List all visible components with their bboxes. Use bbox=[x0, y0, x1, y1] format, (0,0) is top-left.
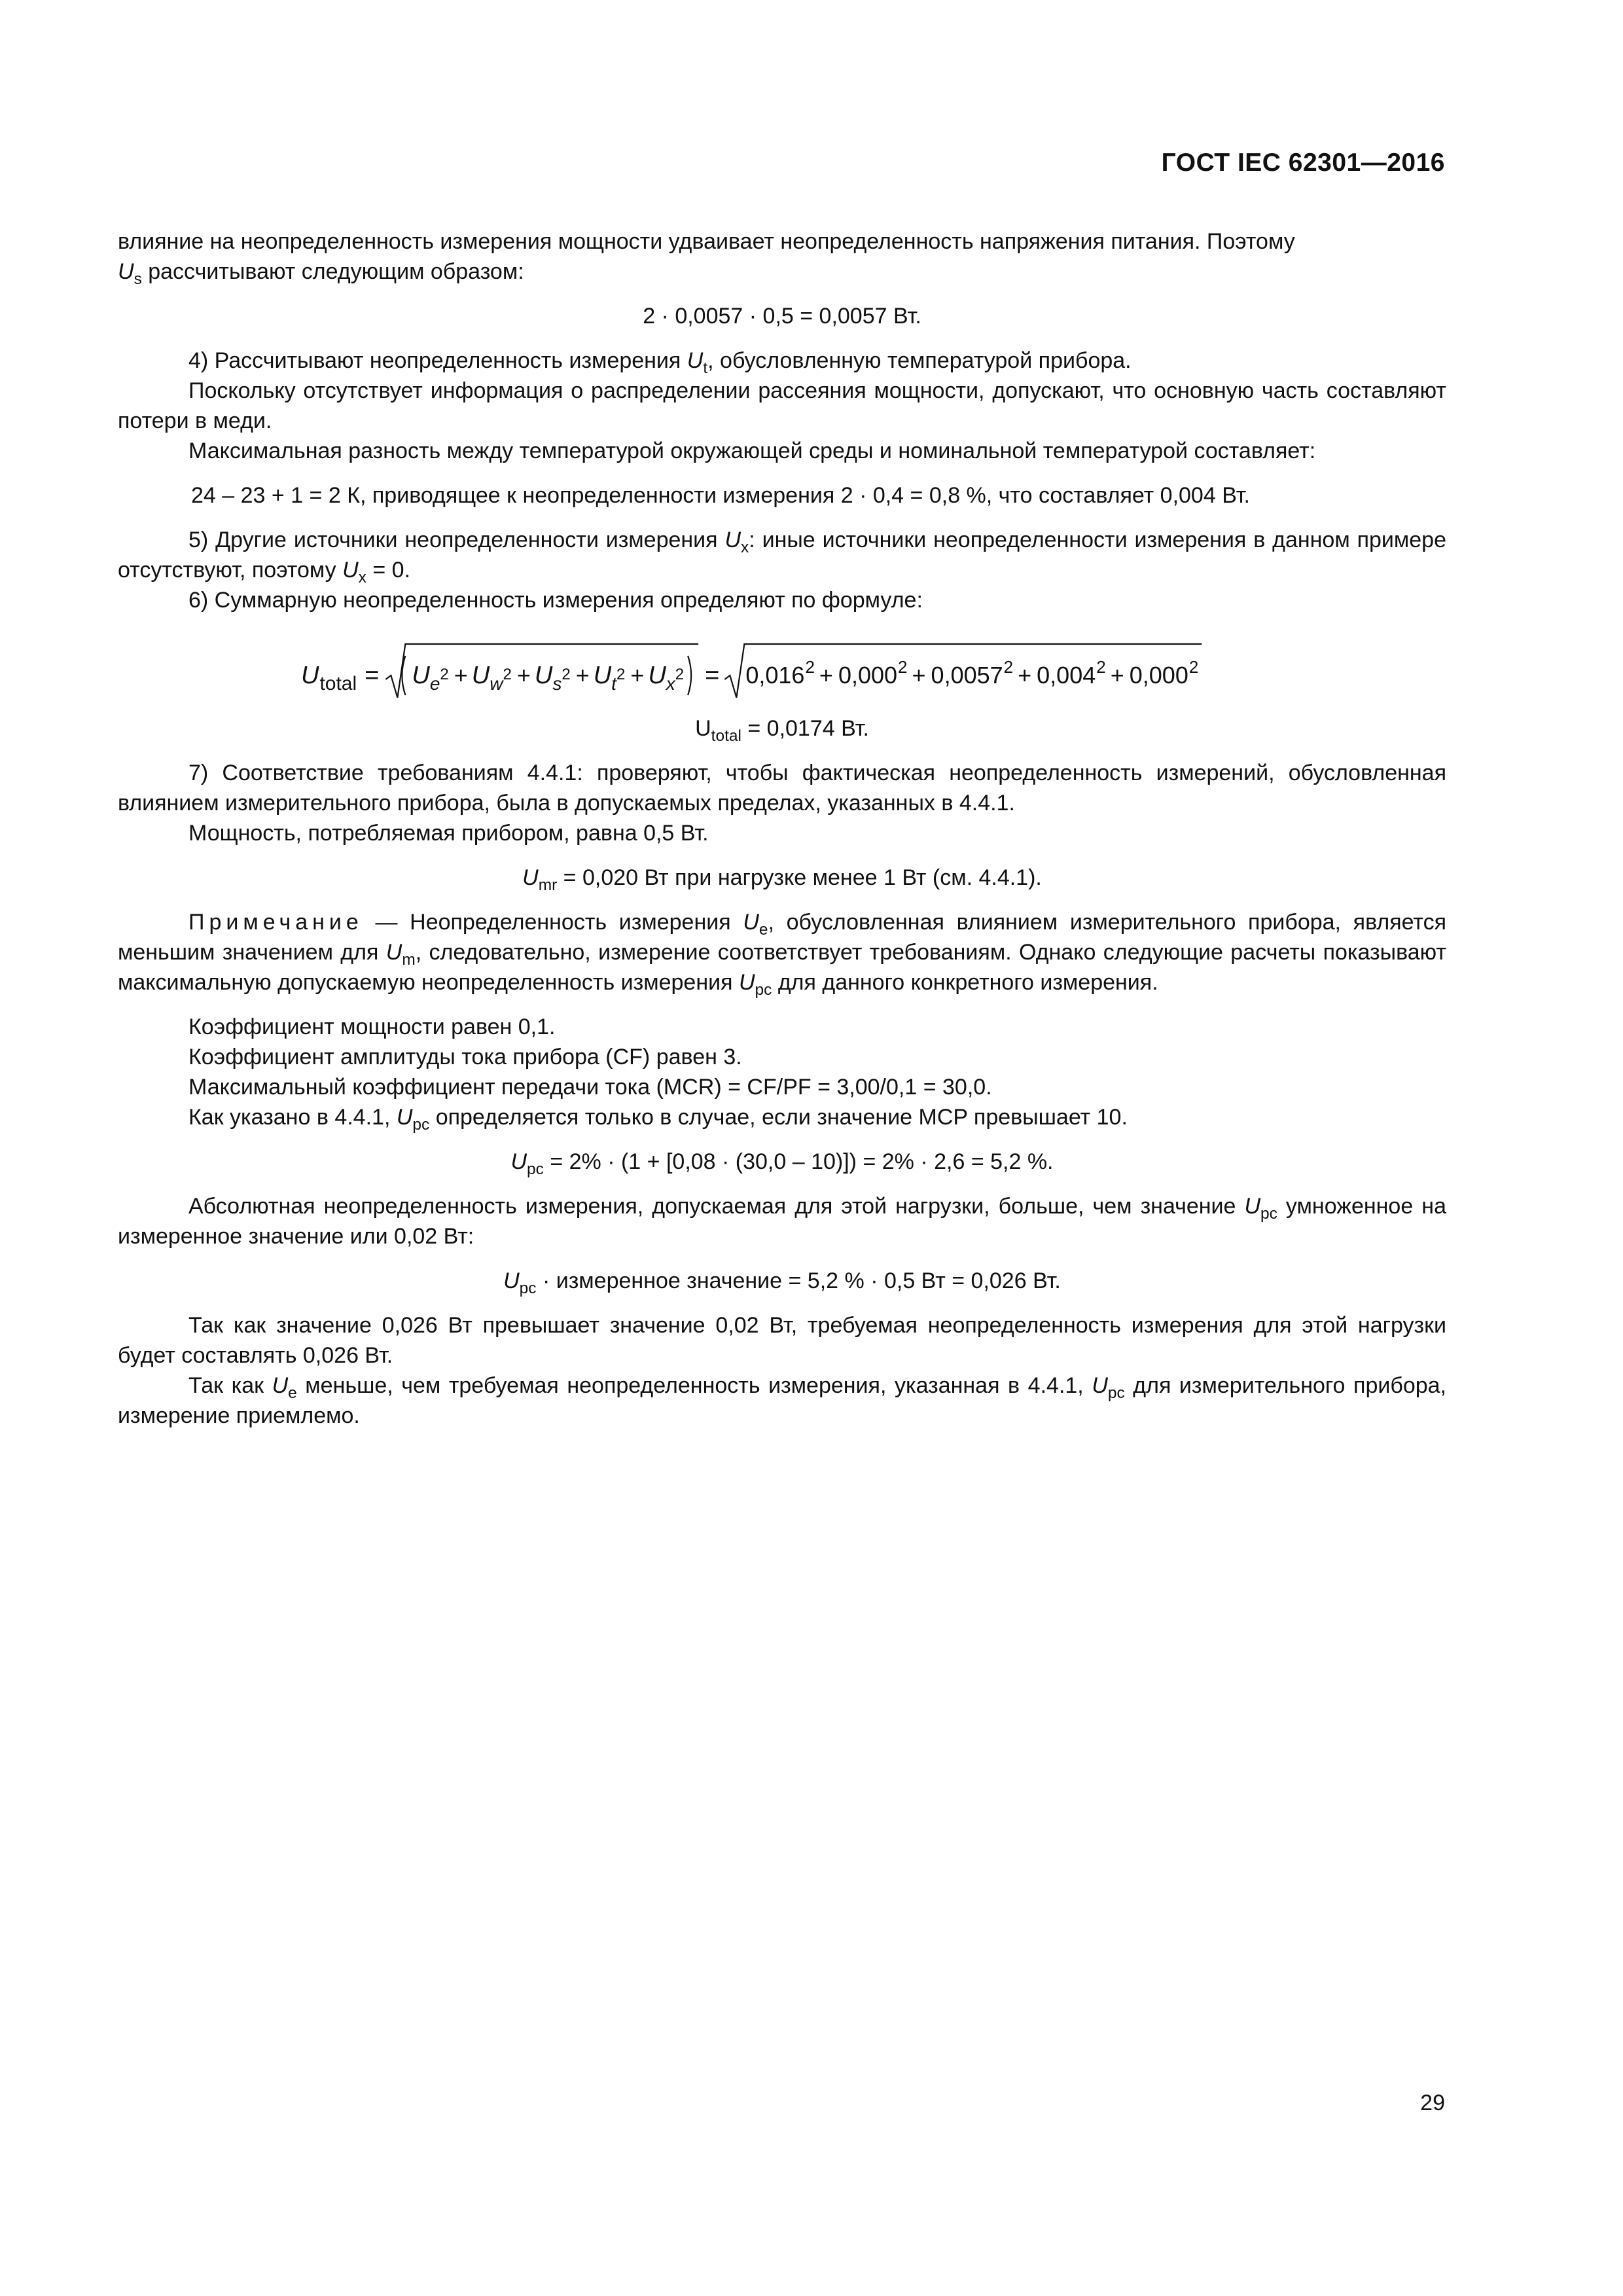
formula-num-base: 0,004 bbox=[1037, 662, 1096, 689]
formula-plus: + bbox=[454, 662, 468, 689]
paragraph: 6) Суммарную неопределенность измерения определяют по формуле: bbox=[188, 588, 923, 613]
formula-term-var: U bbox=[534, 662, 553, 689]
math-sub: pc bbox=[412, 1115, 430, 1134]
math-var: U bbox=[385, 940, 402, 965]
math-sub: e bbox=[288, 1384, 297, 1402]
paragraph: 7) Соответствие требованиям 4.4.1: проверяют, чтобы фактическая неопределенность измерений, обусловленная влиянием измерительного прибора, была в допускаемых пределах, указанных в 4.4.1. bbox=[118, 761, 1446, 816]
equation: 2 · 0,0057 · 0,5 = 0,0057 Вт. bbox=[643, 304, 921, 329]
note-paragraph bbox=[118, 907, 1446, 997]
utotal-formula bbox=[118, 627, 1446, 706]
formula-term-sub: x bbox=[666, 673, 675, 694]
paragraph bbox=[118, 346, 1446, 376]
formula-term-exp: 2 bbox=[562, 666, 571, 683]
formula-num-exp: 2 bbox=[1096, 657, 1106, 677]
paragraph: Максимальная разность между температурой окружающей среды и номинальной температурой составляет: bbox=[188, 439, 1316, 463]
formula-lhs-var: U bbox=[301, 662, 319, 689]
formula-lhs-sub: total bbox=[319, 673, 357, 694]
formula-term-var: U bbox=[593, 662, 612, 689]
math-sub: mr bbox=[538, 876, 558, 894]
math-var: U bbox=[342, 558, 359, 583]
formula-term-var: U bbox=[648, 662, 666, 689]
equation: 24 – 23 + 1 = 2 К, приводящее к неопределенности измерения 2 · 0,4 = 0,8 %, что составляет 0,004 Вт. bbox=[191, 483, 1250, 508]
text-run: рассчитывают следующим образом: bbox=[141, 259, 524, 284]
formula-num-base: 0,000 bbox=[1129, 662, 1188, 689]
text-run: Так как bbox=[188, 1373, 272, 1398]
text-run: · измеренное значение = 5,2 % · 0,5 Вт = 0,026 Вт. bbox=[536, 1268, 1061, 1293]
math-sub: s bbox=[134, 270, 142, 288]
formula-term-exp: 2 bbox=[616, 666, 626, 683]
paragraph bbox=[118, 226, 1446, 287]
formula-num-base: 0,016 bbox=[745, 662, 805, 689]
formula-term-exp: 2 bbox=[503, 666, 512, 683]
text-run: 5) Другие источники неопределенности измерения bbox=[188, 528, 725, 552]
text-run: влияние на неопределенность измерения мощности удваивает неопределенность напряжения питания. Поэтому bbox=[118, 229, 1295, 254]
math-sub: m bbox=[402, 950, 416, 969]
formula-plus: + bbox=[516, 662, 531, 689]
formula-term-var: U bbox=[412, 662, 430, 689]
math-sub: pc bbox=[527, 1160, 544, 1178]
text-run: : иные источники неопределенности измерения в данном примере отсутствуют, поэтому bbox=[118, 528, 1446, 583]
math-var: U bbox=[1244, 1194, 1261, 1219]
math-sub: e bbox=[758, 920, 768, 939]
paragraph bbox=[118, 1371, 1446, 1431]
page-number: 29 bbox=[1420, 2090, 1445, 2115]
formula-num-exp: 2 bbox=[805, 657, 815, 677]
math-sub: pc bbox=[519, 1279, 537, 1297]
text-run: умноженное на измеренное значение или 0,02 Вт: bbox=[118, 1194, 1446, 1249]
formula-term-sub: e bbox=[429, 673, 440, 694]
formula-equals: = bbox=[365, 662, 380, 689]
text-run: = 2% · (1 + [0,08 · (30,0 – 10)]) = 2% · 2,6 = 5,2 %. bbox=[543, 1149, 1054, 1174]
text-run: = 0. bbox=[366, 558, 411, 583]
paragraph: Коэффициент мощности равен 0,1. bbox=[188, 1014, 556, 1039]
math-var: U bbox=[695, 716, 711, 741]
paragraph: Так как значение 0,026 Вт превышает значение 0,02 Вт, требуемая неопределенность измерения для этой нагрузки будет составлять 0,026 Вт. bbox=[118, 1313, 1446, 1368]
formula-num-exp: 2 bbox=[898, 657, 908, 677]
formula-num-exp: 2 bbox=[1188, 657, 1199, 677]
math-var: U bbox=[1092, 1373, 1108, 1398]
paragraph: Максимальный коэффициент передачи тока (MCR) = CF/PF = 3,00/0,1 = 30,0. bbox=[188, 1075, 992, 1100]
formula-term-exp: 2 bbox=[675, 666, 685, 683]
math-sub: x bbox=[741, 538, 749, 556]
text-run: для данного конкретного измерения. bbox=[772, 970, 1158, 995]
text-run: — Неопределенность измерения bbox=[363, 910, 743, 935]
text-run: = 0,0174 Вт. bbox=[741, 716, 869, 741]
formula-num-exp: 2 bbox=[1003, 657, 1014, 677]
paragraph: Поскольку отсутствует информация о распределении рассеяния мощности, допускают, что основную часть составляют потери в меди. bbox=[118, 378, 1446, 433]
formula-num-base: 0,000 bbox=[838, 662, 898, 689]
math-sub: pc bbox=[1107, 1384, 1125, 1402]
formula-svg bbox=[118, 627, 1446, 706]
equation bbox=[118, 1147, 1446, 1177]
paragraph: Коэффициент амплитуды тока прибора (CF) равен 3. bbox=[188, 1045, 742, 1069]
math-sub: pc bbox=[755, 980, 772, 999]
math-var: U bbox=[503, 1268, 520, 1293]
formula-term-sub: s bbox=[552, 673, 562, 694]
math-var: U bbox=[522, 865, 539, 890]
text-run: 4) Рассчитывают неопределенность измерения bbox=[188, 348, 687, 373]
formula-plus: + bbox=[1018, 662, 1032, 689]
formula-plus: + bbox=[819, 662, 833, 689]
math-var: U bbox=[510, 1149, 527, 1174]
standard-header: ГОСТ IEC 62301—2016 bbox=[1161, 149, 1445, 177]
paragraph bbox=[118, 1102, 1446, 1132]
equation bbox=[118, 713, 1446, 744]
math-var: U bbox=[724, 528, 741, 552]
formula-paren-right bbox=[688, 656, 691, 695]
formula-term-var: U bbox=[471, 662, 490, 689]
equation bbox=[118, 863, 1446, 893]
text-run: для измерительного прибора, измерение приемлемо. bbox=[118, 1373, 1446, 1428]
text-run: , следовательно, измерение соответствует требованиям. Однако следующие расчеты показывают максимальную допускаемую неопределенность измерения bbox=[118, 940, 1446, 995]
math-sub: t bbox=[703, 359, 708, 377]
text-run: Как указано в 4.4.1, bbox=[188, 1105, 397, 1130]
math-var: U bbox=[272, 1373, 289, 1398]
formula-plus: + bbox=[912, 662, 926, 689]
math-sub: pc bbox=[1260, 1204, 1277, 1223]
formula-term-sub: t bbox=[611, 673, 616, 694]
equation bbox=[118, 1266, 1446, 1296]
text-run: , обусловленная влиянием измерительного прибора, является меньшим значением для bbox=[118, 910, 1446, 965]
formula-plus: + bbox=[575, 662, 590, 689]
math-var: U bbox=[687, 348, 704, 373]
math-var: U bbox=[743, 910, 759, 935]
formula-equals: = bbox=[705, 662, 720, 689]
math-sub: total bbox=[711, 726, 741, 745]
document-body bbox=[118, 226, 1446, 1431]
text-run: определяется только в случае, если значение MCP превышает 10. bbox=[429, 1105, 1128, 1130]
formula-term-sub: w bbox=[490, 673, 503, 694]
text-run: , обусловленную температурой прибора. bbox=[707, 348, 1132, 373]
math-sub: x bbox=[358, 568, 366, 586]
text-run: = 0,020 Вт при нагрузке менее 1 Вт (см. 4.4.1). bbox=[557, 865, 1042, 890]
paragraph bbox=[118, 1191, 1446, 1251]
paragraph bbox=[118, 525, 1446, 585]
formula-plus: + bbox=[630, 662, 645, 689]
math-var: U bbox=[738, 970, 755, 995]
formula-term-exp: 2 bbox=[440, 666, 449, 683]
formula-plus: + bbox=[1110, 662, 1124, 689]
text-run: меньше, чем требуемая неопределенность измерения, указанная в 4.4.1, bbox=[296, 1373, 1092, 1398]
note-label: Примечание bbox=[188, 910, 363, 935]
math-var: U bbox=[396, 1105, 413, 1130]
paragraph: Мощность, потребляемая прибором, равна 0,5 Вт. bbox=[188, 821, 709, 846]
math-var: U bbox=[118, 259, 134, 284]
text-run: Абсолютная неопределенность измерения, допускаемая для этой нагрузки, больше, чем значение bbox=[188, 1194, 1245, 1219]
formula-num-base: 0,0057 bbox=[931, 662, 1003, 689]
